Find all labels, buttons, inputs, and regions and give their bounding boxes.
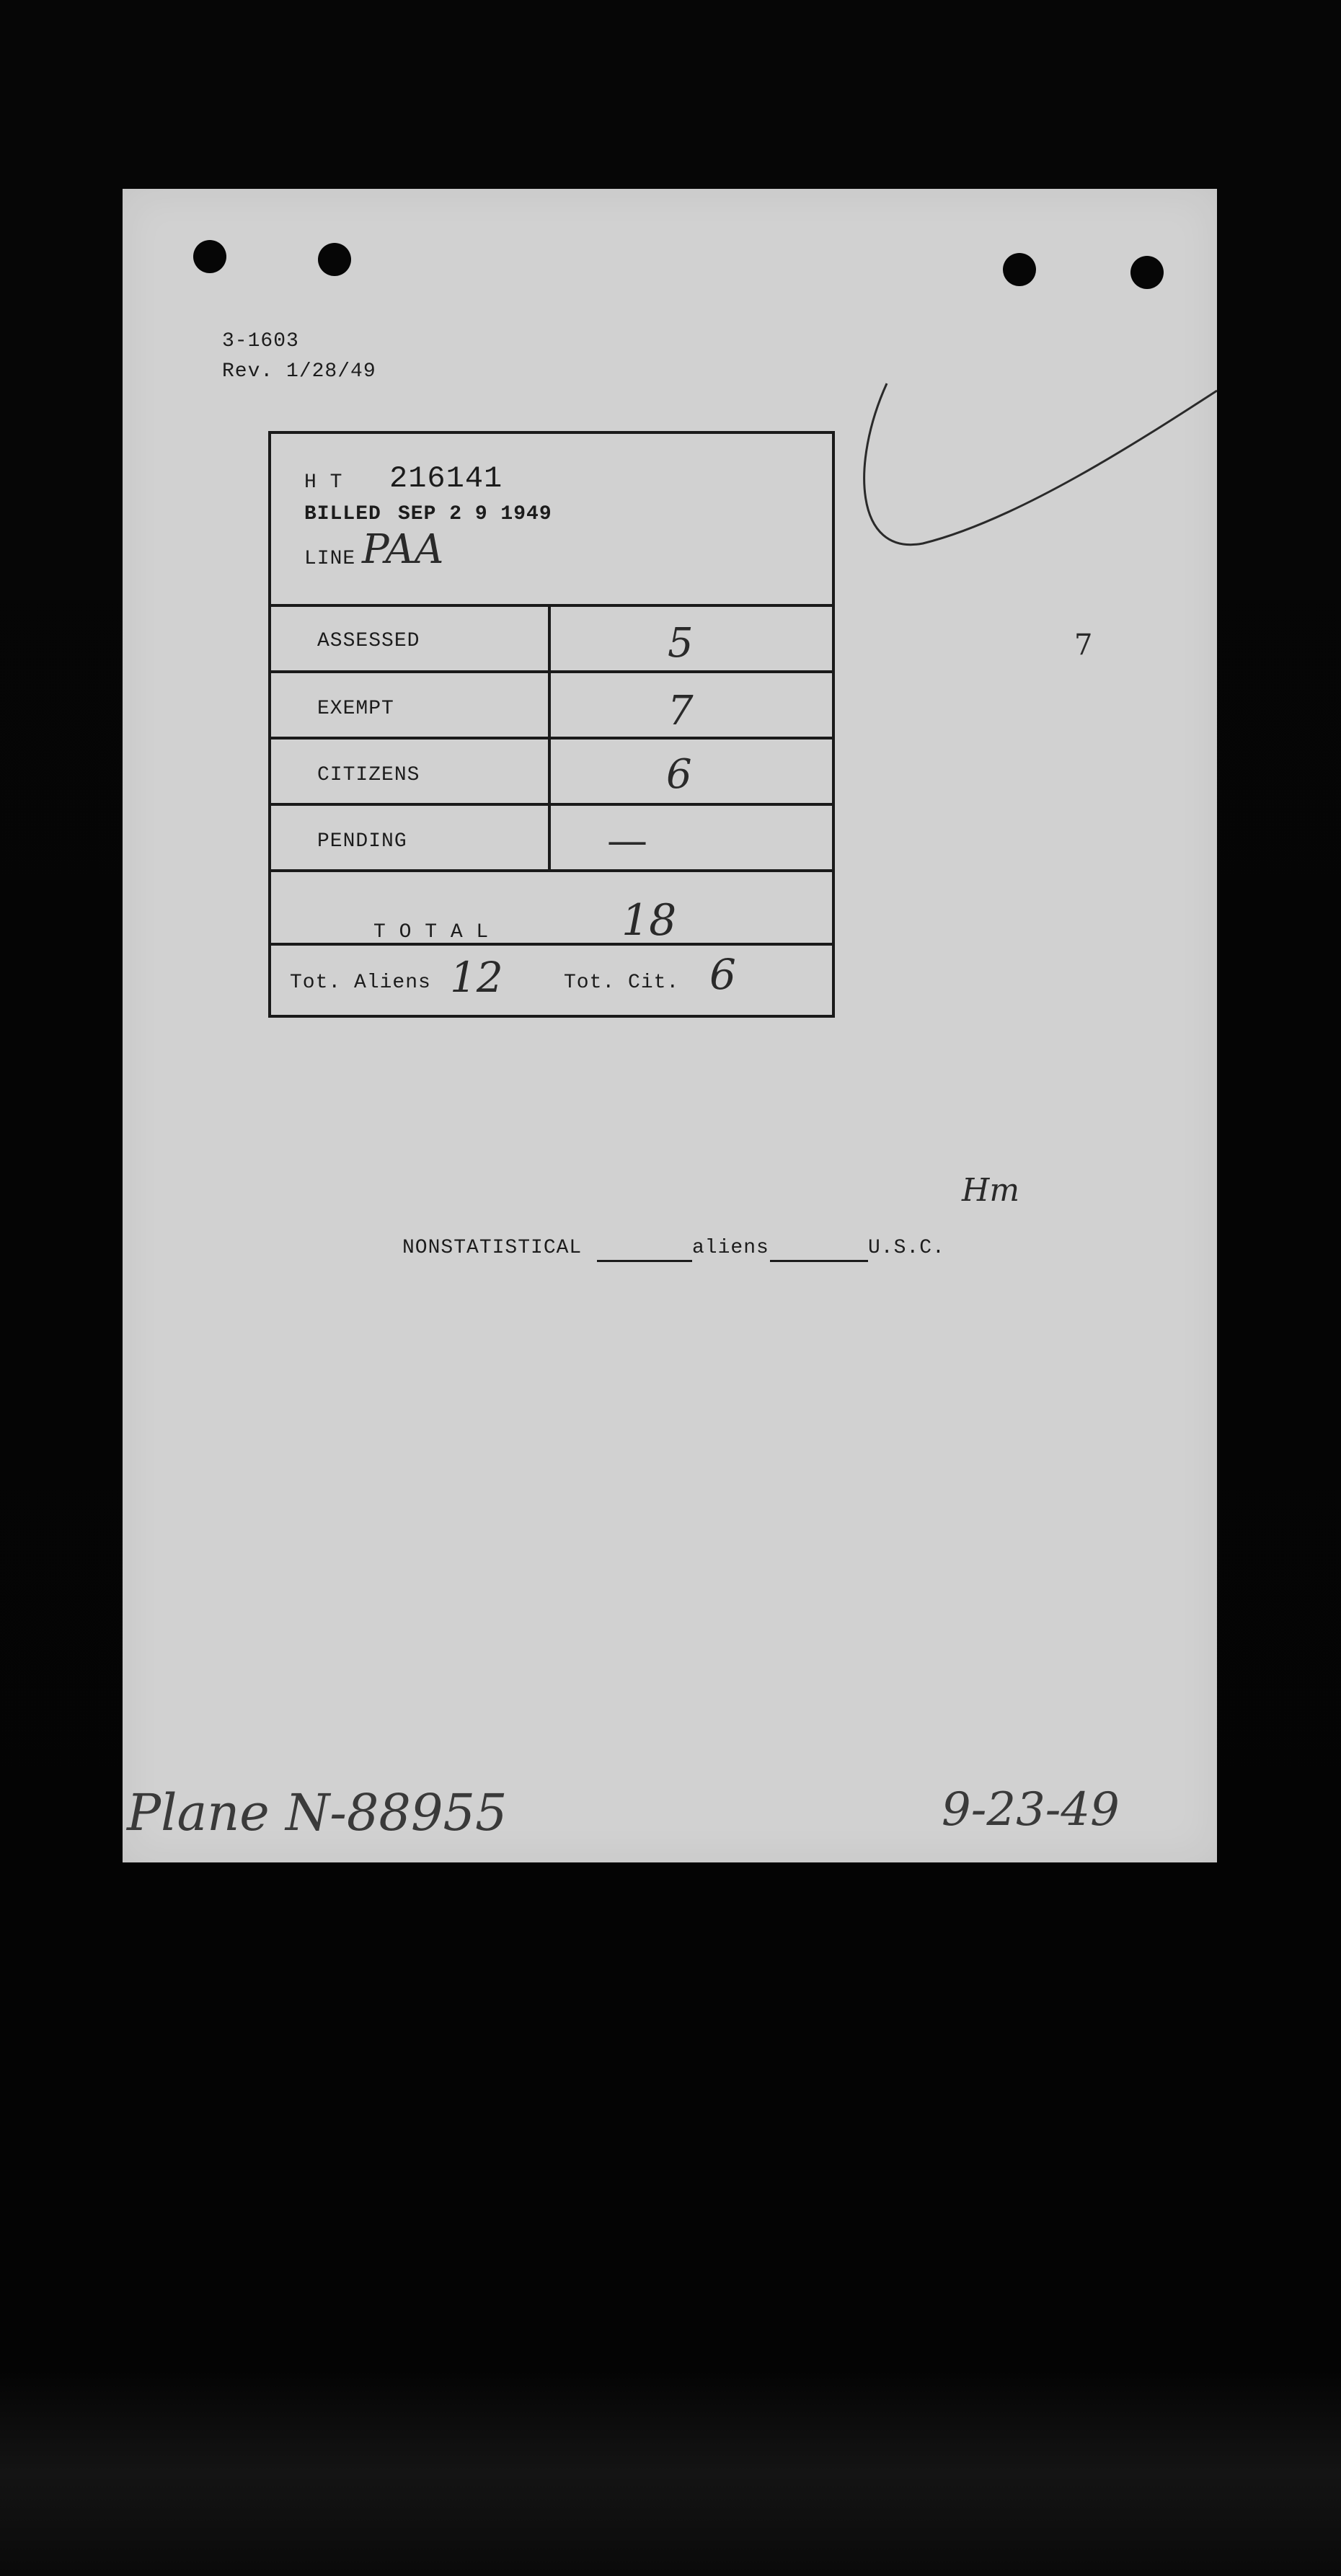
row-label-citizens: CITIZENS bbox=[317, 764, 420, 786]
billed-label: BILLED bbox=[304, 503, 381, 525]
rule-header-bottom bbox=[271, 604, 832, 607]
rule-row-3 bbox=[271, 803, 832, 806]
margin-mark: 7 bbox=[1074, 629, 1093, 662]
line-label: LINE bbox=[304, 548, 356, 570]
punch-hole-3 bbox=[1003, 253, 1036, 286]
total-aliens-label: Tot. Aliens bbox=[290, 972, 431, 994]
line-value: PAA bbox=[362, 526, 444, 573]
nonstatistical-aliens-label: aliens bbox=[692, 1237, 769, 1259]
punch-hole-4 bbox=[1130, 256, 1164, 289]
punch-hole-1 bbox=[193, 240, 226, 273]
row-value-citizens: 6 bbox=[666, 751, 692, 798]
rule-row-2 bbox=[271, 737, 832, 740]
total-citizens-label: Tot. Cit. bbox=[564, 972, 680, 994]
total-value: 18 bbox=[621, 895, 677, 946]
row-label-assessed: ASSESSED bbox=[317, 630, 420, 652]
check-mark-stroke bbox=[836, 376, 1217, 592]
rule-row-4 bbox=[271, 869, 832, 872]
total-aliens-value: 12 bbox=[450, 953, 503, 1002]
nonstatistical-usc-blank bbox=[770, 1260, 868, 1262]
ht-label: H T bbox=[304, 471, 343, 494]
rule-row-1 bbox=[271, 670, 832, 673]
form-number: 3-1603 bbox=[222, 330, 299, 352]
total-label: T O T A L bbox=[373, 921, 490, 943]
nonstatistical-label: NONSTATISTICAL bbox=[402, 1237, 583, 1259]
total-citizens-value: 6 bbox=[709, 950, 736, 999]
ht-number: 216141 bbox=[389, 461, 503, 496]
billed-date-stamp: SEP 2 9 1949 bbox=[398, 503, 552, 525]
handwritten-initials: Hm bbox=[962, 1172, 1020, 1209]
row-value-exempt: 7 bbox=[668, 688, 694, 734]
punch-hole-2 bbox=[318, 243, 351, 276]
passenger-count-form bbox=[268, 431, 835, 1018]
plane-number: Plane N-88955 bbox=[127, 1783, 508, 1842]
nonstatistical-aliens-blank bbox=[597, 1260, 692, 1262]
form-revision: Rev. 1/28/49 bbox=[222, 360, 376, 383]
rule-total-bottom bbox=[271, 943, 832, 946]
row-label-exempt: EXEMPT bbox=[317, 698, 394, 720]
row-value-assessed: 5 bbox=[668, 620, 694, 667]
handwritten-date: 9-23-49 bbox=[942, 1783, 1120, 1836]
row-value-pending: — bbox=[607, 817, 647, 864]
nonstatistical-usc-label: U.S.C. bbox=[868, 1237, 945, 1259]
row-label-pending: PENDING bbox=[317, 830, 407, 853]
